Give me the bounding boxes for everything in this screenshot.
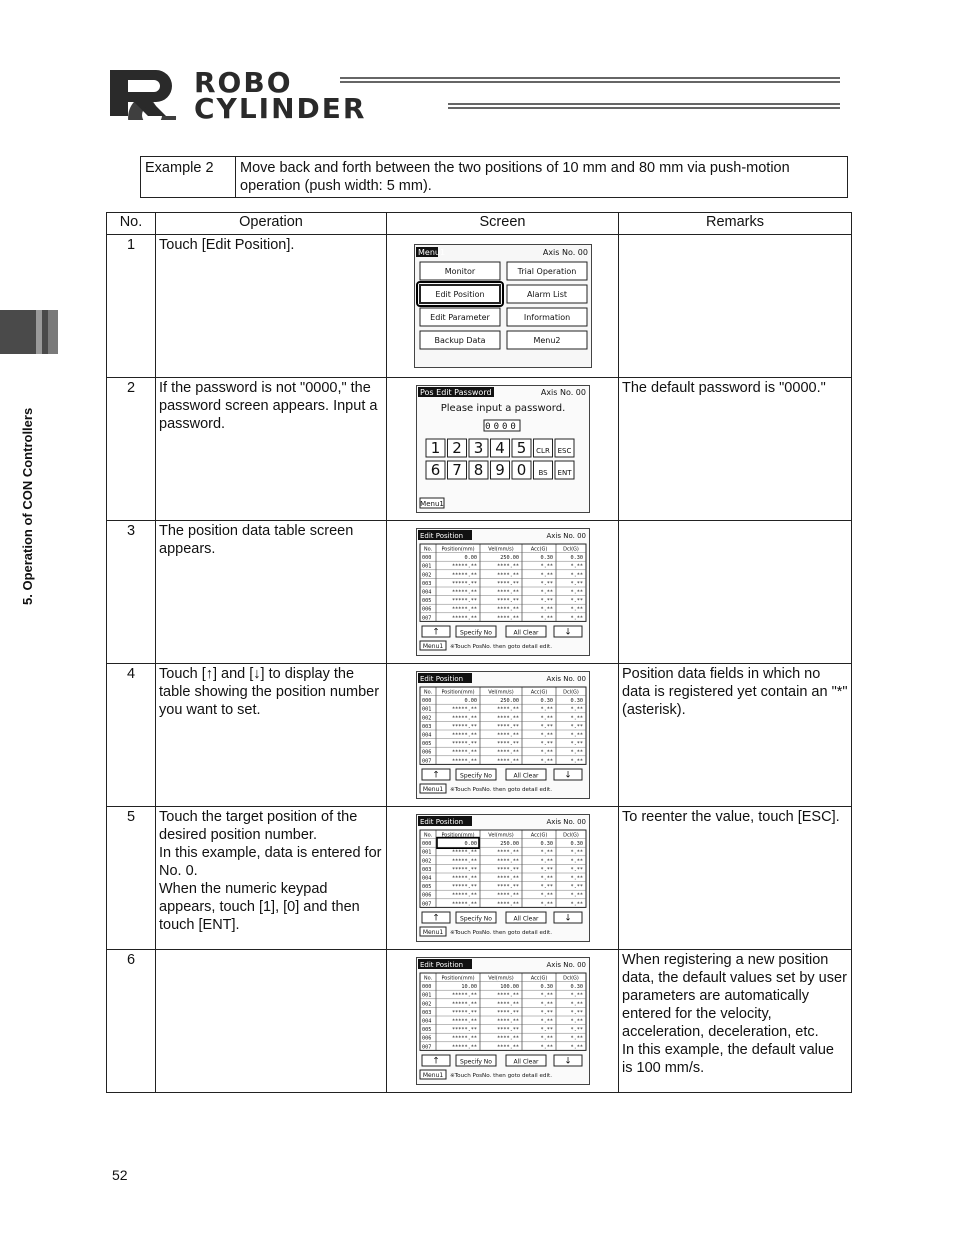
edit-cell: *.** — [570, 1018, 583, 1025]
edit-cell: *.** — [540, 749, 553, 756]
edit-cell: *.** — [570, 723, 583, 730]
edit-cell: *.** — [570, 1001, 583, 1008]
edit-cell: 001 — [421, 849, 431, 856]
menu-btn-backup: Backup Data — [434, 336, 485, 345]
menu-btn-menu2: Menu2 — [532, 336, 561, 345]
edit-position-screen — [416, 671, 590, 799]
row-screen — [387, 950, 619, 1093]
edit-screen-title: Edit Position — [419, 532, 463, 540]
edit-cell: *.** — [570, 615, 583, 622]
edit-cell: 005 — [421, 884, 431, 891]
edit-button-label: Specify No — [459, 915, 492, 923]
edit-cell: *.** — [540, 875, 553, 882]
edit-cell: 007 — [421, 758, 431, 765]
edit-cell: 004 — [421, 1018, 431, 1025]
edit-screen-title: Edit Position — [419, 961, 463, 969]
edit-col-header: Position(mm) — [440, 975, 475, 982]
edit-position-screen — [416, 528, 590, 656]
edit-cell: ****.** — [496, 606, 519, 613]
edit-cell: *.** — [570, 866, 583, 873]
edit-cell: ****.** — [496, 589, 519, 596]
edit-cell: ****.** — [496, 992, 519, 999]
edit-button-label: ↑ — [431, 770, 440, 781]
edit-cell: 000 — [421, 555, 431, 562]
edit-cell: 0.30 — [570, 555, 583, 562]
edit-col-header: Vel(mm/s) — [487, 689, 514, 696]
edit-cell: ****.** — [496, 732, 519, 739]
menu-screen — [414, 244, 592, 368]
edit-screen-axis: Axis No. 00 — [545, 818, 586, 826]
keypad-key-label: 8 — [473, 461, 483, 479]
edit-cell: *.** — [570, 858, 583, 865]
edit-cell: *.** — [540, 1001, 553, 1008]
edit-cell: 005 — [421, 741, 431, 748]
edit-cell: ****.** — [496, 1018, 519, 1025]
edit-cell: *.** — [540, 866, 553, 873]
edit-cell: *.** — [540, 615, 553, 622]
edit-col-header: Vel(mm/s) — [487, 546, 514, 553]
edit-cell: ****.** — [496, 901, 519, 908]
edit-cell: *****.** — [451, 572, 477, 579]
edit-menu-btn: Menu1 — [422, 1072, 443, 1079]
keypad-key-label: BS — [537, 469, 548, 477]
chapter-tab-marker — [0, 310, 58, 354]
edit-button-label: ↓ — [563, 1056, 572, 1067]
row-no: 6 — [107, 950, 156, 1093]
edit-cell: 000 — [421, 698, 431, 705]
edit-cell: *****.** — [451, 884, 477, 891]
table-row — [107, 235, 852, 378]
edit-cell: 003 — [421, 723, 431, 730]
password-screen-axis: Axis No. 00 — [540, 388, 586, 397]
row-remarks: The default password is "0000." — [619, 378, 852, 521]
edit-button-label: All Clear — [512, 772, 539, 780]
edit-cell: *.** — [570, 1035, 583, 1042]
edit-cell: *****.** — [451, 580, 477, 587]
password-menu-btn: Menu1 — [419, 500, 444, 508]
keypad-key-label: 0 — [516, 461, 526, 479]
edit-cell: *.** — [570, 589, 583, 596]
edit-cell: *.** — [570, 875, 583, 882]
edit-col-header: Dcl(G) — [562, 832, 579, 839]
table-row — [107, 807, 852, 950]
edit-cell: ****.** — [496, 580, 519, 587]
edit-cell: *****.** — [451, 758, 477, 765]
edit-button-label: All Clear — [512, 915, 539, 923]
edit-cell: *.** — [540, 1044, 553, 1051]
table-row — [107, 664, 852, 807]
keypad-key-label: 4 — [494, 439, 505, 457]
edit-cell: *.** — [570, 741, 583, 748]
edit-cell: *.** — [570, 572, 583, 579]
edit-cell: *.** — [570, 992, 583, 999]
row-screen — [387, 664, 619, 807]
keypad-key-label: CLR — [535, 447, 550, 455]
edit-cell: *.** — [570, 580, 583, 587]
edit-cell: *****.** — [451, 858, 477, 865]
edit-cell: *****.** — [451, 1035, 477, 1042]
edit-cell: *.** — [570, 1027, 583, 1034]
header-operation: Operation — [156, 213, 387, 235]
row-screen — [387, 235, 619, 378]
row-no: 5 — [107, 807, 156, 950]
menu-btn-alarm: Alarm List — [526, 290, 567, 299]
edit-cell: *****.** — [451, 901, 477, 908]
edit-cell: 006 — [421, 1035, 431, 1042]
edit-cell: ****.** — [496, 741, 519, 748]
edit-cell: 004 — [421, 875, 431, 882]
edit-cell: *****.** — [451, 992, 477, 999]
edit-cell: 002 — [421, 1001, 431, 1008]
edit-button-label: ↑ — [431, 1056, 440, 1067]
menu-btn-edit-parameter: Edit Parameter — [429, 313, 490, 322]
edit-cell: ****.** — [496, 892, 519, 899]
edit-cell: 0.30 — [540, 984, 553, 991]
edit-cell: ****.** — [496, 598, 519, 605]
row-remarks: To reenter the value, touch [ESC]. — [619, 807, 852, 950]
edit-cell: *.** — [570, 884, 583, 891]
edit-cell: 0.30 — [540, 555, 553, 562]
edit-cell: 003 — [421, 866, 431, 873]
edit-col-header: No. — [423, 832, 432, 839]
edit-cell: *.** — [540, 849, 553, 856]
edit-button-label: Specify No — [459, 629, 492, 637]
edit-col-header: Position(mm) — [440, 832, 475, 839]
edit-cell: *****.** — [451, 1044, 477, 1051]
edit-col-header: Position(mm) — [440, 546, 475, 553]
edit-cell: ****.** — [496, 1035, 519, 1042]
edit-cell: *.** — [570, 606, 583, 613]
edit-cell: 007 — [421, 901, 431, 908]
keypad-key-label: 7 — [451, 461, 462, 479]
menu-btn-information: Information — [523, 313, 570, 322]
edit-cell: ****.** — [496, 1001, 519, 1008]
edit-cell: *.** — [540, 901, 553, 908]
edit-hint: ※Touch PosNo. then goto detail edit. — [449, 930, 552, 936]
keypad-row-1 — [426, 439, 574, 457]
edit-cell: ****.** — [496, 563, 519, 570]
password-value: 0000 — [484, 422, 519, 432]
row-operation: The position data table screen appears. — [156, 521, 387, 664]
row-operation: Touch [Edit Position]. — [156, 235, 387, 378]
edit-cell: ****.** — [496, 723, 519, 730]
edit-cell: ****.** — [496, 749, 519, 756]
edit-button-label: ↓ — [563, 770, 572, 781]
logo-robo: ROBO — [194, 68, 293, 99]
edit-cell: 006 — [421, 606, 431, 613]
row-screen — [387, 807, 619, 950]
menu-btn-edit-position: Edit Position — [434, 290, 485, 299]
edit-menu-btn: Menu1 — [422, 643, 443, 650]
edit-cell: 250.00 — [499, 698, 519, 705]
row-remarks: When registering a new position data, the default values set by user parameters are automatically entered for the velocity, acceleration, deceleration, etc. In this example, the default value is 100 mm/s. — [619, 950, 852, 1093]
keypad-row-2 — [426, 461, 574, 479]
edit-cell: *.** — [570, 715, 583, 722]
edit-cell: 000 — [421, 841, 431, 848]
edit-cell: *.** — [570, 849, 583, 856]
row-operation: Touch the target position of the desired position number. In this example, data is entered for No. 0. When the numeric keypad appears, touch [1], [0] and then touch [ENT]. — [156, 807, 387, 950]
edit-screen-axis: Axis No. 00 — [545, 675, 586, 683]
edit-cell: *.** — [570, 598, 583, 605]
edit-cell: *****.** — [451, 741, 477, 748]
edit-cell: 0.30 — [540, 841, 553, 848]
edit-cell: 004 — [421, 732, 431, 739]
edit-cell: *.** — [540, 1027, 553, 1034]
password-screen-title: Pos Edit Password — [419, 388, 492, 397]
edit-cell: *****.** — [451, 1009, 477, 1016]
edit-col-header: Vel(mm/s) — [487, 832, 514, 839]
edit-cell: *****.** — [451, 563, 477, 570]
edit-cell: 001 — [421, 563, 431, 570]
edit-cell: 002 — [421, 858, 431, 865]
edit-cell: 0.00 — [464, 841, 477, 848]
table-row — [107, 521, 852, 664]
edit-cell: ****.** — [496, 1027, 519, 1034]
edit-cell: 003 — [421, 580, 431, 587]
edit-cell: *****.** — [451, 1001, 477, 1008]
edit-cell: *****.** — [451, 706, 477, 713]
edit-button-label: Specify No — [459, 772, 492, 780]
edit-cell: 006 — [421, 749, 431, 756]
menu-btn-monitor: Monitor — [444, 267, 475, 276]
edit-cell: *.** — [540, 1035, 553, 1042]
edit-cell: *****.** — [451, 732, 477, 739]
example-label: Example 2 — [141, 157, 236, 198]
edit-screen-axis: Axis No. 00 — [545, 961, 586, 969]
edit-screen-title: Edit Position — [419, 818, 463, 826]
edit-col-header: Acc(G) — [530, 975, 547, 982]
edit-cell: *****.** — [451, 875, 477, 882]
edit-cell: *.** — [540, 992, 553, 999]
row-operation — [156, 950, 387, 1093]
edit-cell: 003 — [421, 1009, 431, 1016]
edit-cell: ****.** — [496, 884, 519, 891]
edit-menu-btn: Menu1 — [422, 929, 443, 936]
edit-cell: *****.** — [451, 892, 477, 899]
edit-cell: 004 — [421, 589, 431, 596]
edit-col-header: Position(mm) — [440, 689, 475, 696]
table-row — [107, 378, 852, 521]
edit-screen-axis: Axis No. 00 — [545, 532, 586, 540]
header-remarks: Remarks — [619, 213, 852, 235]
edit-cell: *.** — [540, 715, 553, 722]
edit-cell: 0.30 — [570, 984, 583, 991]
row-screen — [387, 521, 619, 664]
edit-cell: *.** — [540, 706, 553, 713]
edit-cell: *.** — [570, 1044, 583, 1051]
example-text: Move back and forth between the two positions of 10 mm and 80 mm via push-motion operation (push width: 5 mm). — [236, 157, 848, 198]
edit-cell: *****.** — [451, 849, 477, 856]
edit-cell: ****.** — [496, 849, 519, 856]
edit-cell: *.** — [540, 892, 553, 899]
edit-cell: *.** — [540, 758, 553, 765]
edit-cell: 007 — [421, 1044, 431, 1051]
edit-cell: *.** — [570, 732, 583, 739]
edit-cell: 001 — [421, 706, 431, 713]
procedure-table — [106, 212, 852, 1093]
edit-button-label: ↓ — [563, 627, 572, 638]
password-screen — [416, 385, 590, 513]
example-box — [140, 156, 848, 198]
edit-cell: *****.** — [451, 723, 477, 730]
row-no: 4 — [107, 664, 156, 807]
row-operation: If the password is not "0000," the password screen appears. Input a password. — [156, 378, 387, 521]
keypad-key-label: 6 — [430, 461, 440, 479]
edit-col-header: Dcl(G) — [562, 546, 579, 553]
edit-cell: 002 — [421, 572, 431, 579]
edit-cell: 250.00 — [499, 555, 519, 562]
edit-cell: 250.00 — [499, 841, 519, 848]
edit-position-screen — [416, 814, 590, 942]
edit-cell: *.** — [570, 1009, 583, 1016]
keypad-key-label: 9 — [494, 461, 505, 479]
header-screen: Screen — [387, 213, 619, 235]
edit-col-header: No. — [423, 546, 432, 553]
edit-cell: 0.30 — [570, 841, 583, 848]
edit-cell: *.** — [570, 706, 583, 713]
edit-col-header: Acc(G) — [530, 689, 547, 696]
edit-cell: 000 — [421, 984, 431, 991]
row-remarks — [619, 521, 852, 664]
edit-cell: *.** — [540, 741, 553, 748]
edit-cell: *****.** — [451, 1027, 477, 1034]
edit-cell: *.** — [540, 732, 553, 739]
header-no: No. — [107, 213, 156, 235]
edit-cell: 001 — [421, 992, 431, 999]
edit-cell: 002 — [421, 715, 431, 722]
edit-cell: *.** — [540, 563, 553, 570]
edit-col-header: Dcl(G) — [562, 689, 579, 696]
edit-cell: 007 — [421, 615, 431, 622]
edit-cell: 10.00 — [460, 984, 477, 991]
edit-cell: *.** — [570, 901, 583, 908]
edit-cell: *.** — [570, 758, 583, 765]
table-row — [107, 950, 852, 1093]
edit-cell: ****.** — [496, 866, 519, 873]
edit-col-header: No. — [423, 975, 432, 982]
row-screen — [387, 378, 619, 521]
row-no: 3 — [107, 521, 156, 664]
edit-cell: 0.00 — [464, 555, 477, 562]
edit-cell: 0.30 — [540, 698, 553, 705]
edit-cell: ****.** — [496, 875, 519, 882]
edit-button-label: ↑ — [431, 627, 440, 638]
edit-cell: *****.** — [451, 589, 477, 596]
edit-cell: *.** — [540, 1009, 553, 1016]
edit-cell: *.** — [540, 572, 553, 579]
edit-cell: *****.** — [451, 866, 477, 873]
keypad-key-label: ENT — [557, 469, 571, 477]
edit-cell: ****.** — [496, 715, 519, 722]
edit-cell: *.** — [570, 892, 583, 899]
edit-cell: 006 — [421, 892, 431, 899]
keypad-key-label: 3 — [473, 439, 483, 457]
edit-cell: *.** — [540, 858, 553, 865]
edit-cell: ****.** — [496, 1044, 519, 1051]
row-remarks — [619, 235, 852, 378]
edit-position-screen-new — [416, 957, 590, 1085]
edit-button-label: All Clear — [512, 629, 539, 637]
menu-screen-axis: Axis No. 00 — [542, 248, 588, 257]
edit-cell: *.** — [570, 749, 583, 756]
edit-col-header: Acc(G) — [530, 832, 547, 839]
edit-cell: 005 — [421, 1027, 431, 1034]
edit-hint: ※Touch PosNo. then goto detail edit. — [449, 787, 552, 793]
edit-cell: *.** — [570, 563, 583, 570]
edit-cell: *.** — [540, 884, 553, 891]
edit-cell: ****.** — [496, 1009, 519, 1016]
edit-cell: ****.** — [496, 858, 519, 865]
row-remarks: Position data fields in which no data is registered yet contain an "*" (asterisk). — [619, 664, 852, 807]
edit-screen-title: Edit Position — [419, 675, 463, 683]
edit-cell: 0.30 — [570, 698, 583, 705]
page-number: 52 — [112, 1167, 128, 1183]
edit-hint: ※Touch PosNo. then goto detail edit. — [449, 644, 552, 650]
edit-button-label: All Clear — [512, 1058, 539, 1066]
edit-cell: *.** — [540, 580, 553, 587]
edit-button-label: Specify No — [459, 1058, 492, 1066]
keypad-key-label: 2 — [451, 439, 462, 457]
keypad-key-label: 5 — [516, 439, 526, 457]
edit-cell: ****.** — [496, 758, 519, 765]
edit-cell: *****.** — [451, 598, 477, 605]
edit-cell: *.** — [540, 606, 553, 613]
edit-cell: *****.** — [451, 615, 477, 622]
edit-cell: ****.** — [496, 615, 519, 622]
edit-menu-btn: Menu1 — [422, 786, 443, 793]
edit-col-header: Vel(mm/s) — [487, 975, 514, 982]
edit-cell: 0.00 — [464, 698, 477, 705]
password-prompt: Please input a password. — [440, 403, 565, 414]
edit-cell: *****.** — [451, 749, 477, 756]
edit-col-header: Dcl(G) — [562, 975, 579, 982]
edit-col-header: No. — [423, 689, 432, 696]
edit-cell: *****.** — [451, 715, 477, 722]
edit-button-label: ↑ — [431, 913, 440, 924]
keypad-key-label: 1 — [430, 439, 440, 457]
edit-cell: *****.** — [451, 606, 477, 613]
edit-cell: ****.** — [496, 572, 519, 579]
edit-cell: *.** — [540, 589, 553, 596]
row-no: 1 — [107, 235, 156, 378]
edit-button-label: ↓ — [563, 913, 572, 924]
menu-btn-trial: Trial Operation — [517, 267, 576, 276]
edit-cell: *****.** — [451, 1018, 477, 1025]
robo-cylinder-logo — [108, 68, 848, 120]
row-operation: Touch [↑] and [↓] to display the table showing the position number you want to set. — [156, 664, 387, 807]
edit-cell: *.** — [540, 723, 553, 730]
menu-screen-title: Menu1 — [417, 248, 445, 257]
logo-cylinder: CYLINDER — [194, 92, 367, 120]
edit-cell: 005 — [421, 598, 431, 605]
edit-col-header: Acc(G) — [530, 546, 547, 553]
edit-hint: ※Touch PosNo. then goto detail edit. — [449, 1073, 552, 1079]
edit-cell: ****.** — [496, 706, 519, 713]
edit-cell: *.** — [540, 1018, 553, 1025]
edit-cell: 100.00 — [499, 984, 519, 991]
edit-cell: *.** — [540, 598, 553, 605]
keypad-key-label: ESC — [557, 447, 571, 455]
row-no: 2 — [107, 378, 156, 521]
